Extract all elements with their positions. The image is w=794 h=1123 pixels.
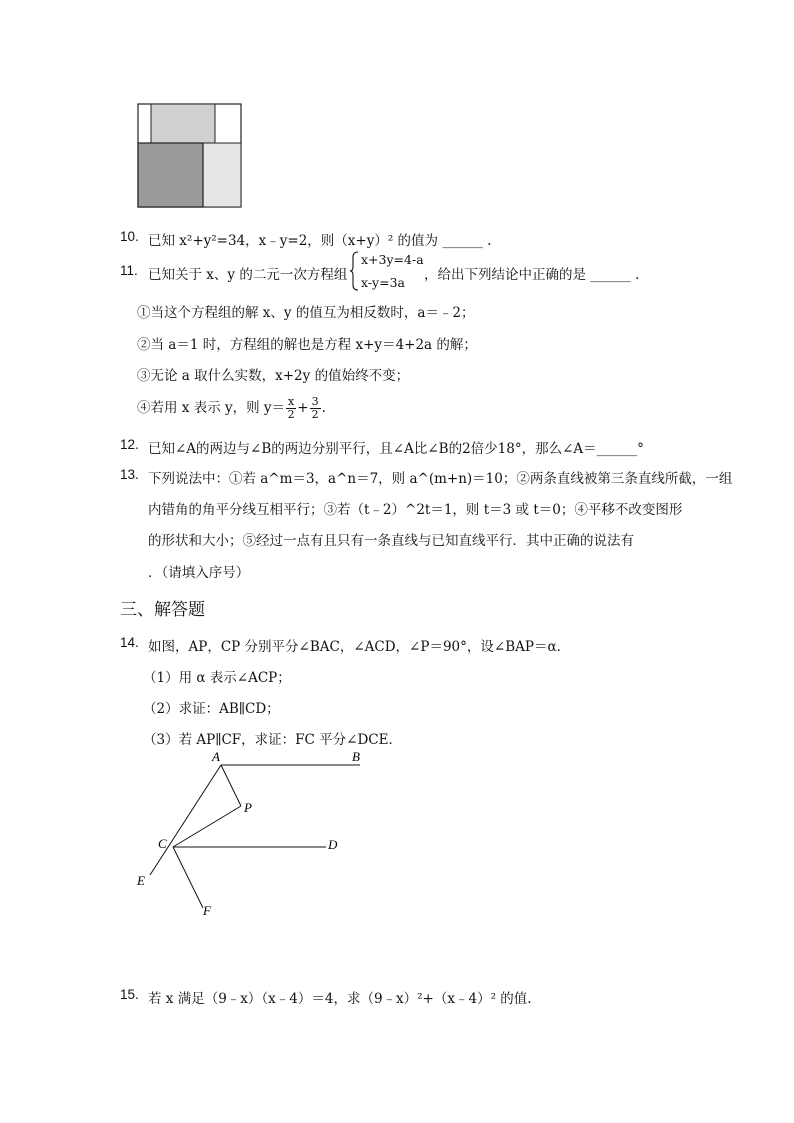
q14-part-2: （2）求证：AB∥CD； <box>143 701 280 717</box>
q13-number: 13. <box>120 467 139 482</box>
q13-line-3: 的形状和大小；⑤经过一点有且只有一条直线与已知直线平行．其中正确的说法有 <box>148 533 634 549</box>
line-CF <box>173 847 203 908</box>
q14-part-3: （3）若 AP∥CF，求证：FC 平分∠DCE． <box>143 732 402 748</box>
fraction-3-over-2: $\frac{3}{2}$ <box>311 395 319 421</box>
label-P: P <box>244 800 252 815</box>
plus-sign: + <box>297 400 309 416</box>
q14-number: 14. <box>120 635 139 650</box>
line-CP <box>173 806 241 847</box>
q14-part-1: （1）用 α 表示∠ACP； <box>143 670 291 686</box>
label-E: E <box>137 873 145 888</box>
equation-brace <box>349 251 359 291</box>
label-B: B <box>352 749 360 764</box>
q11-option-1: ①当这个方程组的解 x、y 的值互为相反数时，a＝﹣2； <box>137 305 475 321</box>
label-F: F <box>203 903 211 918</box>
q15-text: 若 x 满足（9﹣x）（x﹣4）＝4，求（9﹣x）²+（x﹣4）² 的值. <box>148 991 532 1007</box>
q11-equation-1: x+3y=4-a <box>361 252 424 267</box>
q13-line-4: ．（请填入序号） <box>148 565 250 581</box>
q12-text: 已知∠A的两边与∠B的两边分别平行，且∠A比∠B的2倍少18°，那么∠A＝______° <box>148 441 644 457</box>
q11-option-3: ③无论 a 取什么实数，x+2y 的值始终不变； <box>137 368 410 384</box>
q11-equation-2: x-y=3a <box>361 275 405 290</box>
q11-stem-b: ，给出下列结论中正确的是 ______ . <box>424 267 640 283</box>
geometry-figure <box>130 745 380 920</box>
fraction-x-over-2: $\frac{x}{2}$ <box>287 395 295 421</box>
q10-number: 10. <box>120 229 139 244</box>
q10-text: 已知 x²+y²=34，x﹣y=2，则（x+y）² 的值为 ______ . <box>148 233 492 249</box>
line-AP <box>221 765 241 806</box>
period: . <box>321 400 326 416</box>
q11-option-2: ②当 a＝1 时，方程组的解也是方程 x+y＝4+2a 的解； <box>137 337 477 353</box>
q11-option-4-text: ④若用 x 表示 y，则 y＝ <box>137 400 286 416</box>
q11-stem-a: 已知关于 x、y 的二元一次方程组 <box>148 267 348 283</box>
q13-line-1: 下列说法中：①若 a^m＝3，a^n＝7，则 a^(m+n)＝10；②两条直线被第三条直线所截，一组 <box>148 471 733 487</box>
label-A: A <box>212 749 220 764</box>
q15-number: 15. <box>120 987 139 1002</box>
square-area-figure <box>137 103 243 209</box>
line-A-to-E <box>150 765 221 875</box>
label-D: D <box>328 837 338 852</box>
q13-line-2: 内错角的角平分线互相平行；③若（t﹣2）^2t＝1，则 t＝3 或 t＝0；④平移不改变图形 <box>148 502 683 518</box>
q11-number: 11. <box>120 263 138 278</box>
q14-stem: 如图，AP，CP 分别平分∠BAC，∠ACD，∠P＝90°，设∠BAP＝α． <box>148 639 571 655</box>
section-heading: 三、解答题 <box>120 600 205 620</box>
q11-option-4 <box>137 396 326 421</box>
q12-number: 12. <box>120 437 139 452</box>
label-C: C <box>158 836 167 851</box>
